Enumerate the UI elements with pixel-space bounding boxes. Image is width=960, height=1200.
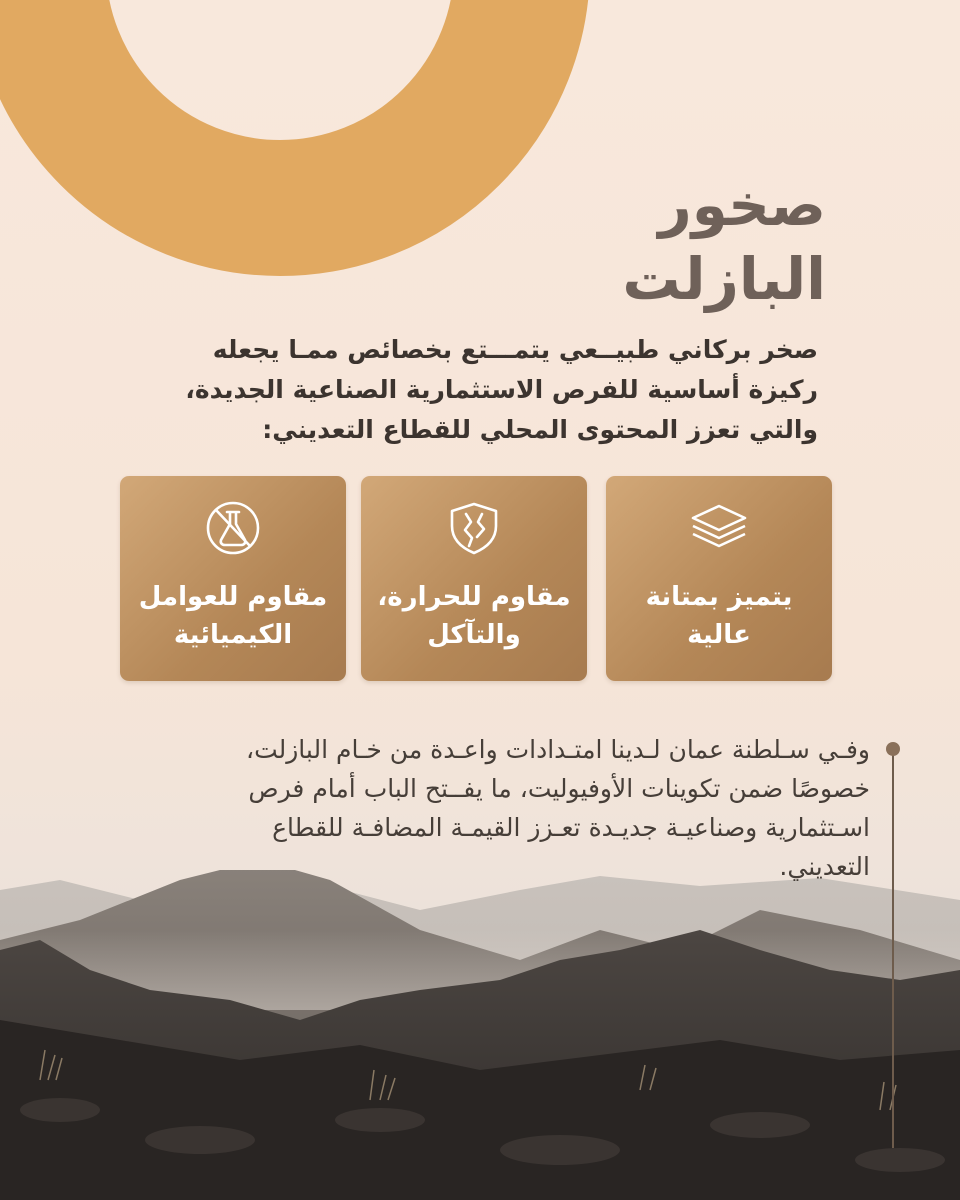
basalt-mountains bbox=[0, 870, 960, 1200]
feature-card-durability bbox=[606, 476, 832, 681]
feature-card-chemical bbox=[120, 476, 346, 681]
body-line-3: اسـتثمارية وصناعيـة جديـدة تعـزز القيمـة المضافـة للقطاع bbox=[272, 813, 870, 842]
no-chemical-flask-icon bbox=[201, 500, 265, 556]
page-title bbox=[366, 168, 826, 316]
feature-card-label bbox=[128, 578, 338, 654]
feature-card-line-2: والتآكل bbox=[427, 620, 521, 650]
timeline-line bbox=[892, 748, 894, 1148]
intro-line-3: والتي تعزز المحتوى المحلي للقطاع التعديني: bbox=[262, 415, 818, 444]
body-paragraph bbox=[80, 730, 870, 886]
title-line-1: صخور bbox=[658, 171, 826, 239]
body-line-2: خصوصًا ضمن تكوينات الأوفيوليت، ما يفــتح الباب أمام فرص bbox=[248, 774, 870, 803]
timeline-dot bbox=[886, 742, 900, 756]
feature-card-line-1: مقاوم للعوامل bbox=[138, 582, 328, 612]
feature-card-line-1: يتميز بمتانة bbox=[645, 582, 793, 612]
layers-icon bbox=[687, 500, 751, 556]
body-line-4: التعديني. bbox=[779, 852, 870, 881]
intro-line-1: صخر بركاني طبيــعي يتمـــتع بخصائص ممـا يجعله bbox=[212, 335, 818, 364]
body-line-1: وفـي سـلطنة عمان لـدينا امتـدادات واعـدة من خـام البازلت، bbox=[246, 735, 870, 764]
intro-paragraph bbox=[98, 330, 818, 450]
feature-card-line-1: مقاوم للحرارة، bbox=[377, 582, 571, 612]
intro-line-2: ركيزة أساسية للفرص الاستثمارية الصناعية الجديدة، bbox=[185, 375, 818, 404]
feature-card-heat-corrosion bbox=[361, 476, 587, 681]
title-line-2: البازلت bbox=[622, 245, 826, 313]
feature-card-line-2: الكيميائية bbox=[173, 620, 293, 650]
cracked-shield-icon bbox=[442, 500, 506, 556]
feature-card-label bbox=[369, 578, 579, 654]
feature-card-label bbox=[614, 578, 824, 654]
feature-card-line-2: عالية bbox=[687, 620, 751, 650]
